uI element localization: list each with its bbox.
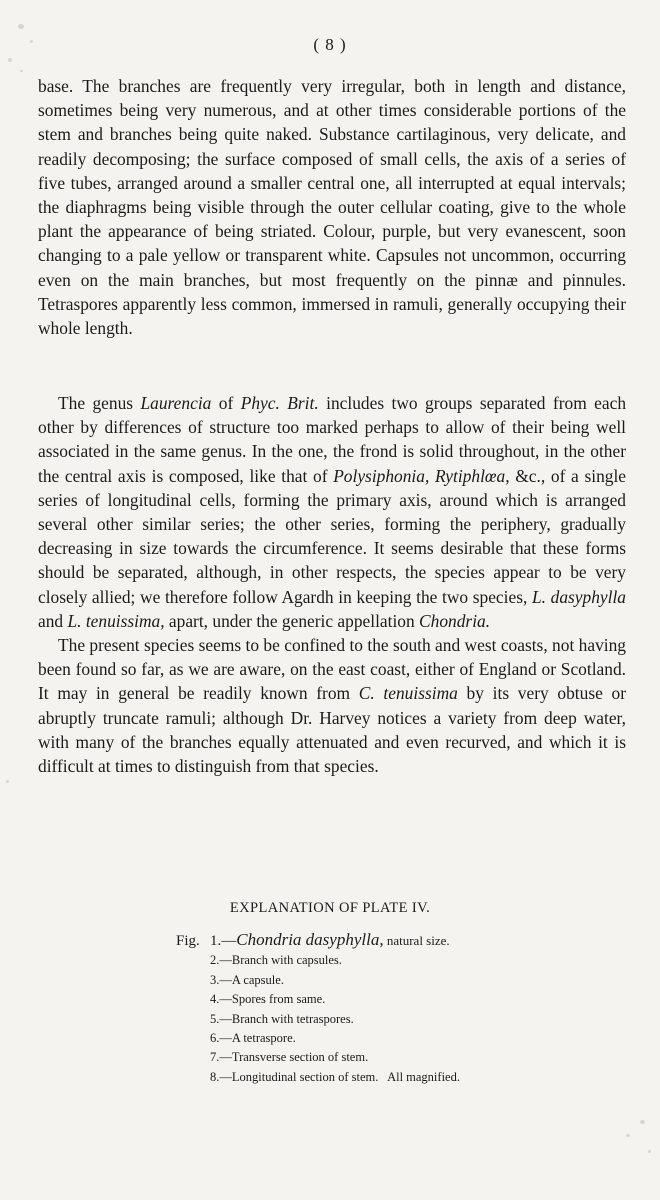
figure-item: 6.—A tetraspore. [210,1031,296,1046]
italic-species: L. tenuissima, [67,610,165,631]
page-number: ( 8 ) [313,35,347,54]
figure-species: Chondria dasyphylla, [236,930,384,949]
figure-item: 4.—Spores from same. [210,992,326,1007]
italic-genus: Laurencia [140,393,212,413]
figure-item: 7.—Transverse section of stem. [210,1050,369,1065]
figure-list [176,930,460,1087]
plate-explanation-heading: EXPLANATION OF PLATE IV. [229,900,431,916]
paper-speck [626,1134,630,1137]
figure-item [176,930,460,951]
fig-prefix: Fig. [176,933,200,949]
paper-speck [640,1120,645,1124]
text-run: The genus [58,393,141,413]
paragraph-2 [38,391,626,633]
figure-item: 8.—Longitudinal section of stem. All magnified. [210,1069,460,1084]
italic-species: L. dasyphylla [531,586,626,607]
italic-reference: Phyc. Brit. [240,393,319,413]
figure-item: 2.—Branch with capsules. [210,953,342,968]
figure-number: 1.— [210,933,237,949]
figure-item: 5.—Branch with tetraspores. [210,1011,354,1026]
text-run: includes two groups separated from each other by differences of structure too marked perhaps to allow of their being well associated in the same genus. In the one, the frond is solid throughout, in the other the central axis is composed, like that of [38,393,627,486]
figure-item: 3.—A capsule. [210,972,284,987]
body-section-1 [38,74,626,340]
text-run: apart, under the generic appellation [164,610,420,631]
paper-speck [18,24,24,29]
paragraph-3 [38,633,626,778]
body-section-2 [38,391,626,778]
text-run: The present species seems to be confined to the south and west coasts, not having been found so far, as we are aware, on the east coast, either of England or Scotland. It may in general be readily known from [38,635,626,704]
paper-speck [6,780,9,783]
paper-speck [648,1150,651,1153]
paper-speck [20,70,23,72]
paragraph-1: base. The branches are frequently very irregular, both in length and distance, sometimes being very numerous, and at other times considerable portions of the stem and branches being quite naked. Substance cartilaginous, very delicate, and readily decomposing; the surface composed of small cells, the axis of a series of five tubes, arranged around a smaller central one, all interrupted at equal intervals; the diaphragms being visible through the outer cellular coating, give to the whole plant the appearance of being striated. Colour, purple, but very evanescent, soon changing to a pale yellow or transparent white. Capsules not uncommon, occurring even on the main branches, but most frequently on the pinnæ and pinnules. Tetraspores apparently less common, immersed in ramuli, generally occupying their whole length. [38,76,626,339]
italic-species: C. tenuissima [358,683,458,704]
text-run: &c., of a single series of longitudinal cells, forming the primary axis, around which is arranged several other similar series; the other series, forming the periphery, gradually decreasing in size towards the circumference. It seems desirable that these forms should be separated, although, in other respects, the species appear to be very closely allied; we therefore follow Agardh in keeping the two species, [38,465,627,607]
text-run: by its very obtuse or abruptly truncate ramuli; although Dr. Harvey notices a variety from deep water, with many of the branches equally attenuated and even recurved, and which it is difficult at times to distinguish from that species. [38,683,626,777]
paper-speck [8,58,12,62]
italic-genus: Chondria. [419,610,491,631]
text-run: of [211,393,241,413]
italic-genera: Polysiphonia, Rytiphlœa, [333,465,510,486]
figure-caption: natural size. [383,933,450,948]
text-run: and [38,610,68,631]
